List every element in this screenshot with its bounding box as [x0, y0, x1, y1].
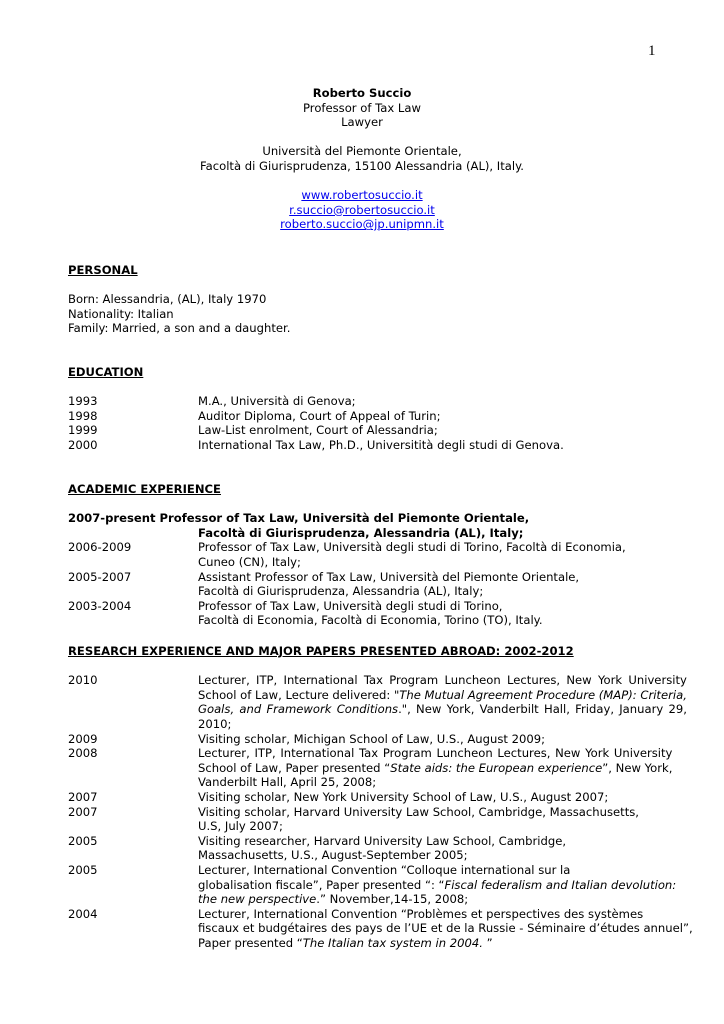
research-heading: RESEARCH EXPERIENCE AND MAJOR PAPERS PRESENTED ABROAD: 2002-2012 — [68, 644, 574, 658]
author-title: Professor of Tax Law — [303, 100, 421, 115]
edu-text: Law-List enrolment, Court of Alessandria; — [198, 423, 438, 438]
research-row — [68, 834, 658, 863]
research-text-line: Lecturer, ITP, International Tax Program Luncheon Lectures, New York University — [198, 673, 687, 688]
author-name: Roberto Succio — [312, 86, 412, 100]
education-row — [68, 423, 658, 438]
research-text-line: Visiting scholar, Harvard University Law School, Cambridge, Massachusetts, — [198, 804, 639, 819]
academic-text-line: Professor of Tax Law, Università degli studi di Torino, Facoltà di Economia, — [198, 540, 626, 555]
research-text-line: Lecturer, International Convention “Colloque international sur la — [198, 862, 571, 877]
research-text-line: School of Law, Paper presented “State aids: the European experience”, New York, — [198, 760, 673, 775]
education-section — [68, 365, 658, 453]
research-year: 2005 — [68, 833, 98, 848]
email-link-1[interactable]: r.succio@robertosuccio.it — [289, 202, 435, 217]
edu-text: M.A., Università di Genova; — [198, 394, 356, 409]
education-heading: EDUCATION — [68, 365, 144, 379]
research-section — [68, 644, 693, 950]
cv-header — [0, 86, 724, 232]
research-row — [68, 732, 658, 747]
academic-current-line2: Facoltà di Giurisprudenza, Alessandria (AL), Italy; — [198, 525, 524, 540]
research-row — [68, 673, 687, 731]
research-text-line: Massachusetts, U.S., August-September 2005; — [198, 848, 468, 863]
research-text-line: Visiting scholar, Michigan School of Law, U.S., August 2009; — [198, 731, 546, 746]
academic-row — [68, 540, 658, 569]
edu-text: International Tax Law, Ph.D., Universitità degli studi di Genova. — [198, 437, 564, 452]
research-year: 2005 — [68, 862, 98, 877]
email-link-2[interactable]: roberto.succio@jp.unipmn.it — [280, 217, 444, 232]
academic-text-line: Facoltà di Economia, Facoltà di Economia, Torino (TO), Italy. — [198, 613, 543, 628]
edu-text: Auditor Diploma, Court of Appeal of Turin; — [198, 408, 441, 423]
academic-text-line: Professor of Tax Law, Università degli studi di Torino, — [198, 598, 503, 613]
research-text-line: Visiting scholar, New York University School of Law, U.S., August 2007; — [198, 789, 609, 804]
research-text-line: fiscaux et budgétaires des pays de l’UE et de la Russie - Séminaire d’études annuel”, — [198, 921, 693, 936]
research-text-line: Lecturer, International Convention “Problèmes et perspectives des systèmes — [198, 906, 644, 921]
research-year: 2008 — [68, 746, 98, 761]
research-row — [68, 805, 658, 834]
academic-year: 2006-2009 — [68, 540, 132, 555]
research-text-line: 2010; — [198, 716, 232, 731]
research-year: 2007 — [68, 789, 98, 804]
edu-year: 1998 — [68, 408, 98, 423]
personal-born: Born: Alessandria, (AL), Italy 1970 — [68, 292, 267, 307]
personal-section — [68, 263, 658, 336]
research-text-line: globalisation fiscale”, Paper presented “: “Fiscal federalism and Italian devolution: — [198, 877, 677, 892]
edu-year: 1999 — [68, 423, 98, 438]
page-number: 1 — [648, 43, 656, 59]
academic-current-line2-row — [68, 526, 658, 541]
research-text-line: U.S, July 2007; — [198, 819, 283, 834]
personal-family: Family: Married, a son and a daughter. — [68, 321, 291, 336]
academic-year: 2005-2007 — [68, 569, 132, 584]
research-text-line: Lecturer, ITP, International Tax Program Luncheon Lectures, New York University — [198, 746, 673, 761]
academic-year: 2003-2004 — [68, 598, 132, 613]
research-year: 2004 — [68, 906, 98, 921]
research-row — [68, 906, 693, 951]
education-row — [68, 409, 658, 424]
author-profession: Lawyer — [341, 115, 383, 130]
academic-row — [68, 599, 658, 628]
research-row — [68, 790, 658, 805]
affiliation-line1: Università del Piemonte Orientale, — [262, 144, 462, 159]
research-text-line: Vanderbilt Hall, April 25, 2008; — [198, 775, 377, 790]
research-row — [68, 746, 673, 790]
research-text-line: the new perspective.” November,14-15, 2008; — [198, 892, 469, 907]
academic-current-line1: 2007-present Professor of Tax Law, Università del Piemonte Orientale, — [68, 511, 530, 526]
research-year: 2010 — [68, 673, 98, 688]
academic-section — [68, 482, 658, 628]
research-row — [68, 862, 677, 907]
research-year: 2007 — [68, 804, 98, 819]
personal-nationality: Nationality: Italian — [68, 306, 174, 321]
academic-text-line: Facoltà di Giurisprudenza, Alessandria (AL), Italy; — [198, 584, 484, 599]
research-year: 2009 — [68, 731, 98, 746]
affiliation-line2: Facoltà di Giurisprudenza, 15100 Alessandria (AL), Italy. — [200, 158, 524, 173]
academic-text-line: Cuneo (CN), Italy; — [198, 554, 301, 569]
education-row — [68, 394, 658, 409]
research-text-line: School of Law, Lecture delivered: "The Mutual Agreement Procedure (MAP): Criteria, — [198, 687, 687, 702]
edu-year: 2000 — [68, 437, 98, 452]
research-text-line: Paper presented “The Italian tax system in 2004. ” — [198, 935, 493, 950]
edu-year: 1993 — [68, 394, 98, 409]
personal-heading: PERSONAL — [68, 263, 138, 277]
research-text-line: Goals, and Framework Conditions.", New York, Vanderbilt Hall, Friday, January 29, — [198, 702, 687, 717]
academic-text-line: Assistant Professor of Tax Law, Università del Piemonte Orientale, — [198, 569, 580, 584]
website-link[interactable]: www.robertosuccio.it — [301, 188, 423, 203]
education-row — [68, 438, 658, 453]
research-text-line: Visiting researcher, Harvard University Law School, Cambridge, — [198, 833, 567, 848]
academic-row — [68, 570, 658, 599]
academic-heading: ACADEMIC EXPERIENCE — [68, 482, 221, 496]
